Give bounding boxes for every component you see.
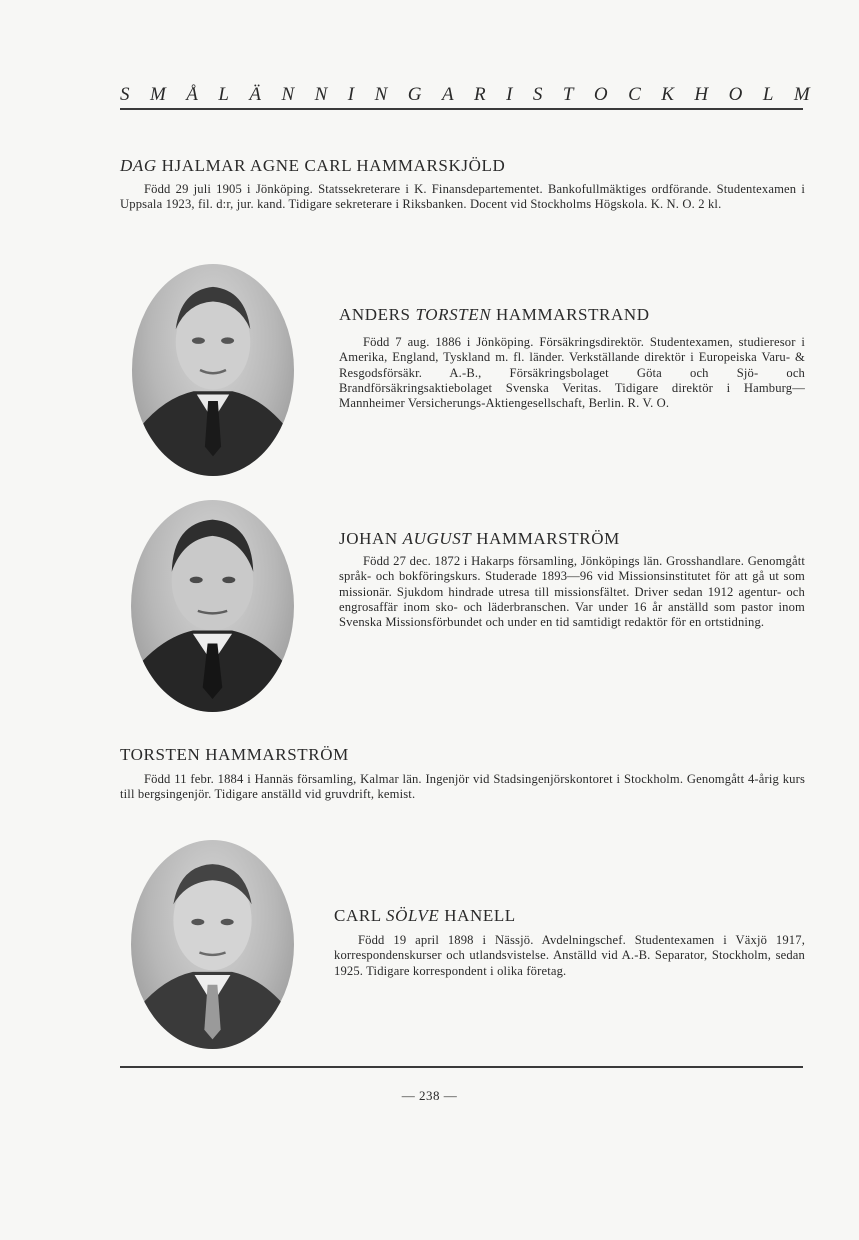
entry-bio-hammarskjold: Född 29 juli 1905 i Jönköping. Statssekreterare i K. Finansdepartementet. Bankofullmäktiges ordförande. Studentexamen i Uppsala 1923, fil. d:r, jur. kand. Tidigare sekreterare i Riksbanken. Docent vid Stockholms Högskola. K. N. O. 2 kl. xyxy=(120,182,805,212)
header-letter: A xyxy=(441,84,454,105)
header-letter: L xyxy=(762,84,774,105)
name-post: HANELL xyxy=(444,906,516,925)
name-pre: ANDERS xyxy=(339,305,411,324)
footer-rule xyxy=(120,1066,803,1068)
header-letter: L xyxy=(218,84,229,105)
name-pre: CARL xyxy=(334,906,382,925)
header-letter: M xyxy=(793,84,810,105)
header-letter: M xyxy=(149,84,166,105)
header-letter: S xyxy=(120,84,130,105)
header-letter: Ä xyxy=(249,84,261,105)
header-rule xyxy=(120,108,803,110)
portrait-photo-hanell xyxy=(131,840,294,1049)
header-letter: R xyxy=(474,84,486,105)
entry-name-hammarskjold xyxy=(120,156,505,176)
header-letter: K xyxy=(661,84,674,105)
header-letter: O xyxy=(593,84,608,105)
portrait-photo-johan-hammarstrom xyxy=(131,500,294,712)
name-italic: TORSTEN xyxy=(415,305,492,324)
header-letter: G xyxy=(407,84,422,105)
name-post: HAMMARSTRÖM xyxy=(476,529,620,548)
header-letter: N xyxy=(374,84,388,105)
page-number: — 238 — xyxy=(401,1088,458,1103)
entry-name-hanell xyxy=(334,906,516,926)
entry-bio-hanell: Född 19 april 1898 i Nässjö. Avdelningschef. Studentexamen i Växjö 1917, korrespondenskurser och utlandsvistelse. Anställd vid A.-B. Separator, Stockholm, sedan 1925. Tidigare korrespondent i olika företag. xyxy=(334,933,805,978)
running-header xyxy=(120,84,810,106)
entry-name-johan-hammarstrom xyxy=(339,529,620,549)
entry-name-hammarstrand xyxy=(339,305,650,325)
entry-bio-johan-hammarstrom: Född 27 dec. 1872 i Hakarps församling, Jönköpings län. Grosshandlare. Genomgått språk- och bokföringskurs. Studerade 1893—96 vid Missionsinstitutet för att gå ut som missionär. Sjukdom hindrade utresa till missionsfältet. Driver sedan 1912 agentur- och engrosaffär inom sko- och läderbranschen. Var under 16 år anställd som pastor inom Svenska Missionsförbundet och under en tid samtidigt redaktör för en ortstidning. xyxy=(339,554,805,630)
header-letter: H xyxy=(694,84,709,105)
header-letter: C xyxy=(628,84,641,105)
name-rest: HJALMAR AGNE CARL HAMMARSKJÖLD xyxy=(161,156,506,175)
header-letter: S xyxy=(532,84,543,105)
entry-name-torsten-hammarstrom: TORSTEN HAMMARSTRÖM xyxy=(120,745,349,764)
header-letter: O xyxy=(728,84,743,105)
header-letter: I xyxy=(506,84,513,105)
name-pre: JOHAN xyxy=(339,529,398,548)
name-italic: DAG xyxy=(120,156,157,175)
header-letter: Å xyxy=(186,84,198,105)
portrait-photo-hammarstrand xyxy=(132,264,294,476)
header-letter: N xyxy=(281,84,295,105)
name-italic: AUGUST xyxy=(402,529,472,548)
entry-bio-torsten-hammarstrom: Född 11 febr. 1884 i Hannäs församling, Kalmar län. Ingenjör vid Stadsingenjörskontoret i Stockholm. Genomgått 4-årig kurs till bergsingenjör. Tidigare anställd vid gruvdrift, kemist. xyxy=(120,772,805,802)
header-letter: T xyxy=(562,84,574,105)
name-italic: SÖLVE xyxy=(385,906,440,925)
name-post: HAMMARSTRAND xyxy=(496,305,650,324)
header-letter: N xyxy=(314,84,328,105)
header-letter: I xyxy=(347,84,355,105)
entry-bio-hammarstrand: Född 7 aug. 1886 i Jönköping. Försäkringsdirektör. Studentexamen, studieresor i Amerika, England, Tyskland m. fl. länder. Verkställande direktör i Europeiska Varu- & Resgodsförsäkr. A.-B., Försäkringsbolaget Göta och Sjö- och Brandförsäkringsaktiebolaget Svenska Veritas. Tidigare direktör i Hamburg—Mannheimer Versicherungs-Aktiengesellschaft, Berlin. R. V. O. xyxy=(339,335,805,411)
